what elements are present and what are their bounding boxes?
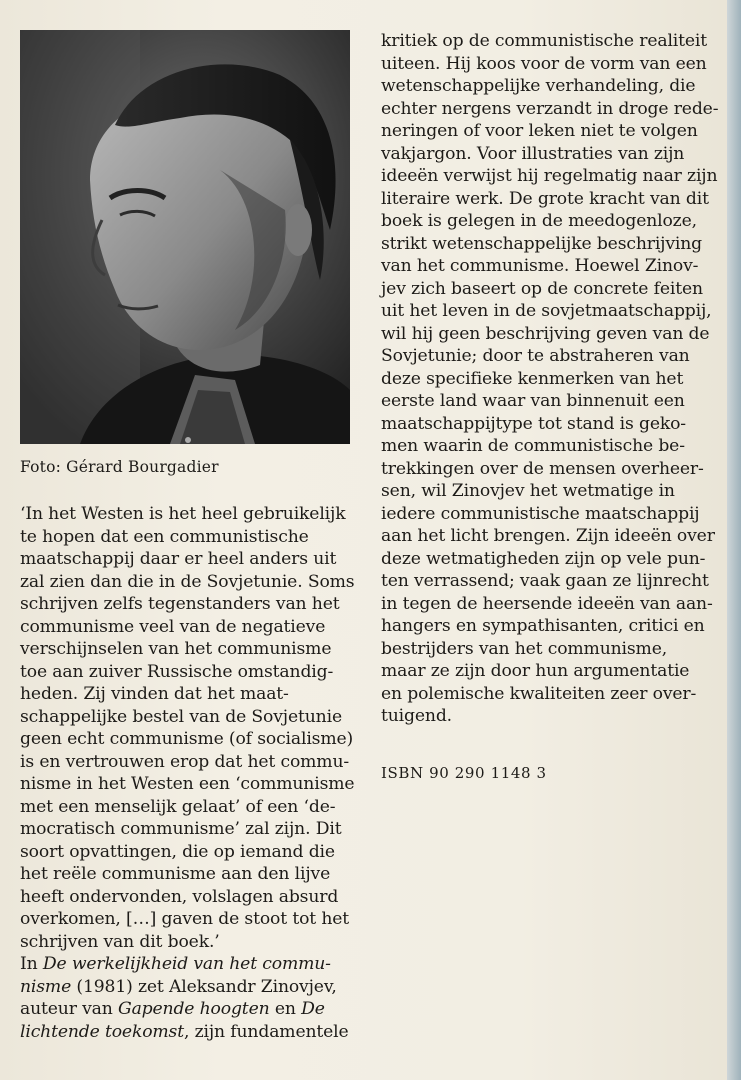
quote-line: schrijven zelfs tegenstanders van het <box>20 594 340 614</box>
book-title-werkelijkheid-cont: nisme <box>20 976 72 997</box>
quote-line: ‘In het Westen is het heel gebruikelijk <box>20 504 346 524</box>
body-line: deze specifieke kenmerken van het <box>381 368 684 389</box>
body-line: strikt wetenschappelijke beschrijving <box>381 233 703 254</box>
intro-author-of: auteur van <box>20 999 118 1019</box>
quote-line: zal zien dan die in de Sovjetunie. Soms <box>20 571 355 592</box>
quote-line: communisme veel van de negatieve <box>20 616 326 637</box>
isbn-number: ISBN 90 290 1148 3 <box>381 764 547 782</box>
quote-line: schappelijke bestel van de Sovjetunie <box>20 706 342 727</box>
author-portrait-photo <box>20 30 350 444</box>
body-line: vakjargon. Voor illustraties van zijn <box>381 143 685 164</box>
book-title-werkelijkheid: De werkelijkheid van het commu- <box>42 954 331 974</box>
quote-line: is en vertrouwen erop dat het commu- <box>20 751 350 772</box>
body-line: van het communisme. Hoewel Zinov- <box>381 256 699 276</box>
body-line: hangers en sympathisanten, critici en <box>381 616 705 636</box>
quote-line: schrijven van dit boek.’ <box>20 931 220 952</box>
intro-and: en <box>269 999 302 1019</box>
body-line: literaire werk. De grote kracht van dit <box>381 188 709 209</box>
quote-line: toe aan zuiver Russische omstandig- <box>20 661 334 682</box>
body-line: maatschappijtype tot stand is geko- <box>381 413 686 434</box>
body-line: echter nergens verzandt in droge rede- <box>381 98 719 119</box>
body-line: uit het leven in de sovjetmaatschappij, <box>381 301 712 321</box>
quote-line: soort opvattingen, die op iemand die <box>20 841 335 862</box>
photo-caption: Foto: Gérard Bourgadier <box>20 458 219 476</box>
body-line: aan het licht brengen. Zijn ideeën over <box>381 526 715 546</box>
body-line: en polemische kwaliteiten zeer over- <box>381 683 697 704</box>
quote-line: maatschappij daar er heel anders uit <box>20 549 337 569</box>
body-line: wil hij geen beschrijving geven van de <box>381 323 710 344</box>
body-line: wetenschappelijke verhandeling, die <box>381 76 696 96</box>
book-title-lichtende-toekomst: De <box>301 999 325 1019</box>
quote-block <box>20 503 360 953</box>
quote-line: heeft ondervonden, volslagen absurd <box>20 886 339 907</box>
body-line: ideeën verwijst hij regelmatig naar zijn <box>381 166 718 186</box>
intro-paragraph <box>20 953 360 1043</box>
quote-line: verschijnselen van het communisme <box>20 639 332 659</box>
quote-line: nisme in het Westen een ‘communisme <box>20 774 355 794</box>
intro-line <box>20 953 360 976</box>
body-line: Sovjetunie; door te abstraheren van <box>381 346 690 366</box>
quote-line: met een menselijk gelaat’ of een ‘de- <box>20 796 336 817</box>
body-line: jev zich baseert op de concrete feiten <box>381 278 703 299</box>
intro-prefix: In <box>20 954 43 974</box>
book-title-lichtende-toekomst-cont: lichtende toekomst <box>20 1021 184 1042</box>
intro-line <box>20 976 360 999</box>
quote-line: het reële communisme aan den lijve <box>20 864 331 884</box>
page-edge <box>727 0 741 1080</box>
body-line: bestrijders van het communisme, <box>381 638 668 659</box>
quote-line: te hopen dat een communistische <box>20 526 309 547</box>
body-line: tuigend. <box>381 706 452 726</box>
body-line: men waarin de communistische be- <box>381 436 685 456</box>
author-portrait-image <box>20 30 350 444</box>
body-line: iedere communistische maatschappij <box>381 503 700 524</box>
intro-year: (1981) zet Aleksandr Zinovjev, <box>71 976 337 997</box>
quote-line: mocratisch communisme’ zal zijn. Dit <box>20 819 342 839</box>
body-line: neringen of voor leken niet te volgen <box>381 121 698 141</box>
body-line: sen, wil Zinovjev het wetmatige in <box>381 481 675 501</box>
intro-line <box>20 1021 360 1044</box>
quote-line: overkomen, […] gaven de stoot tot het <box>20 909 350 929</box>
intro-suffix: , zijn fundamentele <box>184 1021 349 1042</box>
body-line: maar ze zijn door hun argumentatie <box>381 661 690 681</box>
quote-line: geen echt communisme (of socialisme) <box>20 729 354 749</box>
body-line: in tegen de heersende ideeën van aan- <box>381 593 713 614</box>
body-line: ten verrassend; vaak gaan ze lijnrecht <box>381 571 709 591</box>
body-line: deze wetmatigheden zijn op vele pun- <box>381 548 706 569</box>
intro-line <box>20 998 360 1021</box>
body-line: boek is gelegen in de meedogenloze, <box>381 211 697 231</box>
quote-line: heden. Zij vinden dat het maat- <box>20 684 289 704</box>
body-line: kritiek op de communistische realiteit <box>381 31 708 51</box>
body-line: eerste land waar van binnenuit een <box>381 391 685 411</box>
body-line: uiteen. Hij koos voor de vorm van een <box>381 53 707 74</box>
right-text-column <box>381 30 726 728</box>
left-text-column <box>20 503 360 1043</box>
book-title-gapende-hoogten: Gapende hoogten <box>117 999 270 1019</box>
body-line: trekkingen over de mensen overheer- <box>381 458 704 479</box>
